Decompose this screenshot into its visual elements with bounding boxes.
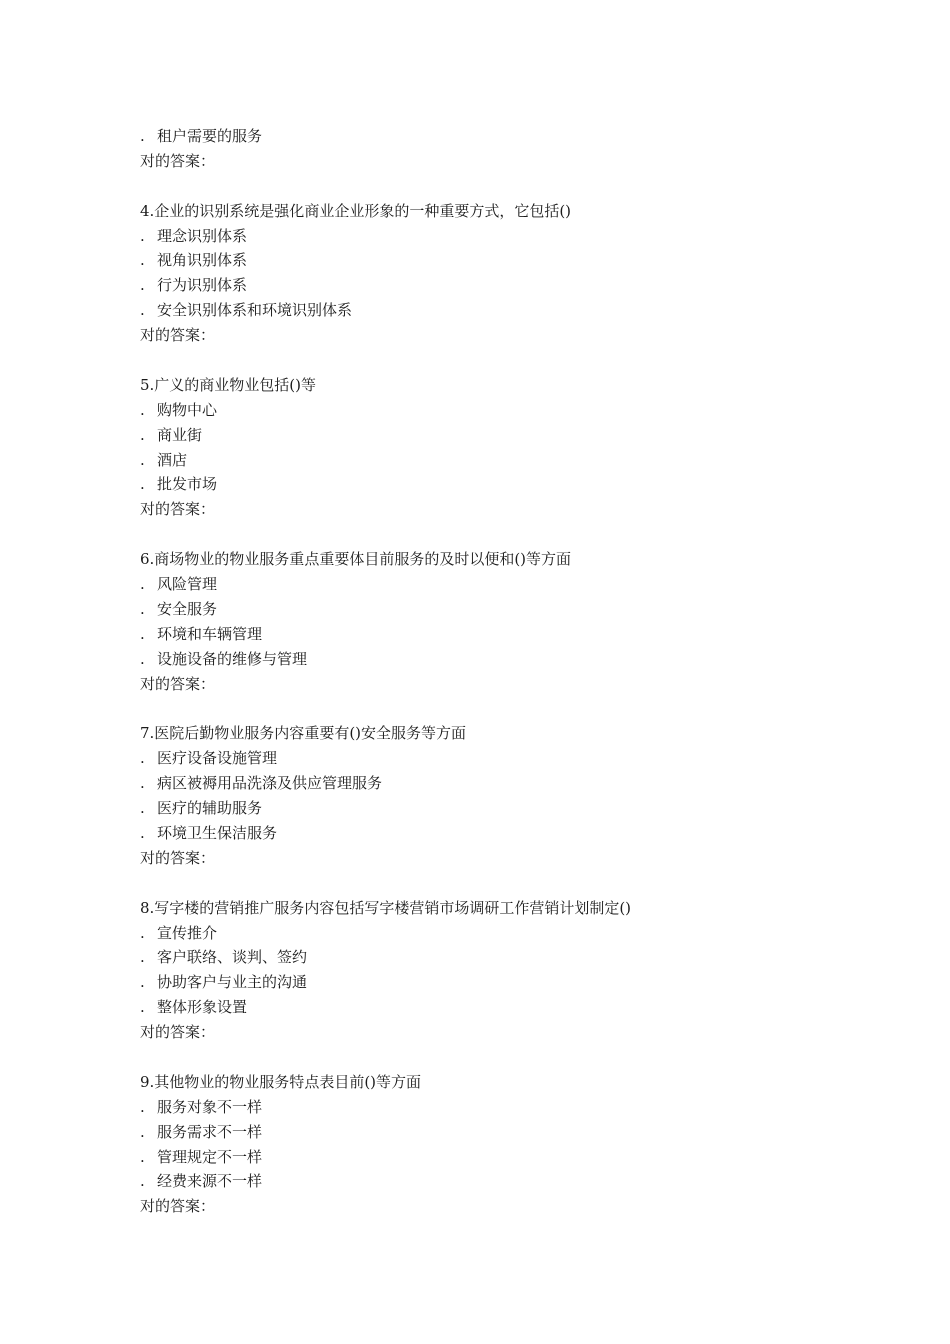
option-line (140, 771, 860, 796)
question-block (140, 199, 860, 348)
option-line (140, 572, 860, 597)
option-marker: . (140, 301, 145, 320)
option-line (140, 224, 860, 249)
option-marker: . (140, 127, 145, 145)
option-text: 病区被褥用品洗涤及供应管理服务 (157, 774, 383, 793)
option-marker: . (140, 475, 145, 494)
answer-label: 对的答案： (140, 326, 216, 345)
option-text: 安全服务 (157, 599, 218, 618)
option-line (140, 821, 860, 846)
option-marker: . (140, 425, 145, 444)
option-marker: . (140, 251, 145, 270)
option-line (140, 1169, 860, 1194)
option-marker: . (140, 749, 145, 768)
option-text: 理念识别体系 (157, 226, 248, 245)
option-line (140, 970, 860, 995)
option-marker: . (140, 774, 145, 793)
option-marker: . (140, 599, 145, 618)
option-line (140, 796, 860, 821)
option-line (140, 423, 860, 448)
option-line (140, 124, 860, 149)
option-line (140, 273, 860, 298)
question-block (140, 896, 860, 1045)
option-text: 协助客户与业主的沟通 (157, 973, 308, 992)
question-block (140, 721, 860, 870)
option-line (140, 622, 860, 647)
option-marker: . (140, 799, 145, 818)
question-title: 4.企业的识别系统是强化商业企业形象的一种重要方式，它包括() (140, 201, 572, 220)
option-marker: . (140, 624, 145, 643)
option-line (140, 448, 860, 473)
option-line (140, 298, 860, 323)
option-line (140, 472, 860, 497)
option-marker: . (140, 998, 145, 1017)
option-marker: . (140, 973, 145, 992)
option-text: 服务需求不一样 (157, 1122, 263, 1141)
question-block (140, 547, 860, 696)
option-text: 安全识别体系和环境识别体系 (157, 301, 353, 320)
question-list (140, 124, 860, 1219)
option-line (140, 248, 860, 273)
option-marker: . (140, 649, 145, 668)
option-marker: . (140, 400, 145, 419)
question-title: 6.商场物业的物业服务重点重要体目前服务的及时以便和()等方面 (140, 550, 572, 569)
option-text: 行为识别体系 (157, 276, 248, 295)
option-text: 客户联络、谈判、签约 (157, 948, 308, 967)
option-text: 经费来源不一样 (157, 1172, 263, 1191)
option-text: 宣传推介 (157, 923, 218, 942)
option-marker: . (140, 1172, 145, 1191)
option-text: 租户需要的服务 (157, 127, 263, 145)
option-line (140, 746, 860, 771)
question-block (140, 1070, 860, 1219)
option-line (140, 921, 860, 946)
option-line (140, 1145, 860, 1170)
option-text: 设施设备的维修与管理 (157, 649, 308, 668)
option-text: 医疗的辅助服务 (157, 799, 263, 818)
answer-label: 对的答案： (140, 848, 216, 867)
option-marker: . (140, 823, 145, 842)
answer-label: 对的答案： (140, 674, 216, 693)
option-line (140, 1095, 860, 1120)
option-line (140, 1120, 860, 1145)
answer-label: 对的答案： (140, 500, 216, 519)
option-text: 管理规定不一样 (157, 1147, 263, 1166)
question-title: 5.广义的商业物业包括()等 (140, 375, 317, 394)
option-text: 服务对象不一样 (157, 1097, 263, 1116)
answer-label: 对的答案： (140, 151, 216, 170)
option-marker: . (140, 1147, 145, 1166)
option-marker: . (140, 276, 145, 295)
question-block (140, 373, 860, 522)
option-line (140, 945, 860, 970)
option-line (140, 597, 860, 622)
option-text: 批发市场 (157, 475, 218, 494)
option-marker: . (140, 923, 145, 942)
option-text: 视角识别体系 (157, 251, 248, 270)
option-text: 酒店 (157, 450, 188, 469)
option-text: 环境和车辆管理 (157, 624, 263, 643)
question-title: 7.医院后勤物业服务内容重要有()安全服务等方面 (140, 724, 467, 743)
option-text: 医疗设备设施管理 (157, 749, 278, 768)
option-marker: . (140, 575, 145, 594)
option-marker: . (140, 948, 145, 967)
option-marker: . (140, 1122, 145, 1141)
answer-label: 对的答案： (140, 1023, 216, 1042)
option-text: 风险管理 (157, 575, 218, 594)
option-text: 整体形象设置 (157, 998, 248, 1017)
option-text: 商业街 (157, 425, 203, 444)
question-title: 8.写字楼的营销推广服务内容包括写字楼营销市场调研工作营销计划制定() (140, 898, 632, 917)
option-text: 购物中心 (157, 400, 218, 419)
question-title: 9.其他物业的物业服务特点表目前()等方面 (140, 1072, 422, 1091)
option-text: 环境卫生保洁服务 (157, 823, 278, 842)
answer-label: 对的答案： (140, 1197, 216, 1216)
option-line (140, 398, 860, 423)
option-marker: . (140, 450, 145, 469)
option-marker: . (140, 226, 145, 245)
option-line (140, 647, 860, 672)
option-marker: . (140, 1097, 145, 1116)
option-line (140, 995, 860, 1020)
